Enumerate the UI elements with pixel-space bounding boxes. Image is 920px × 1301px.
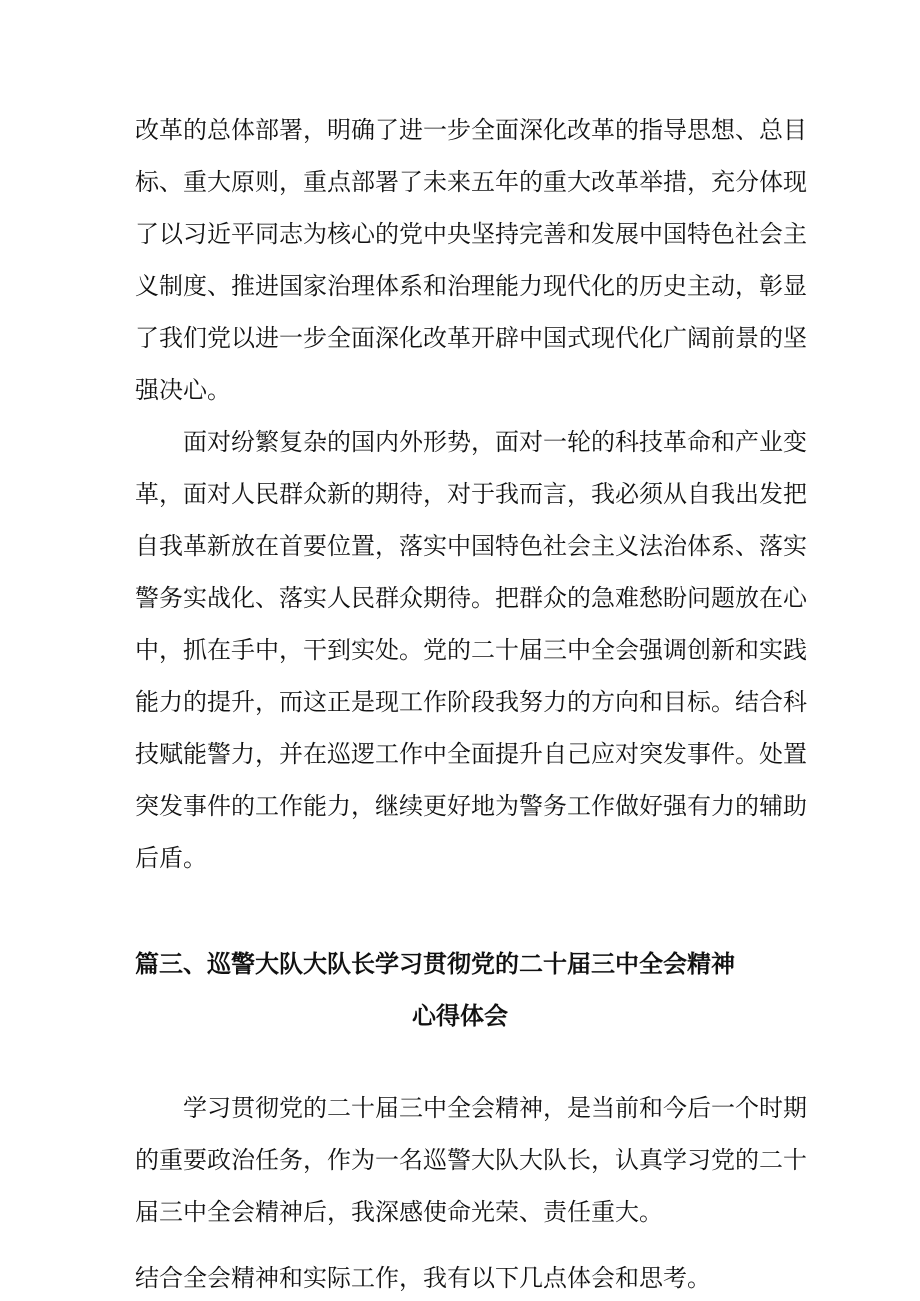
paragraph-line: 突发事件的工作能力，继续更好地为警务工作做好强有力的辅助	[135, 792, 807, 820]
paragraph-line: 改革的总体部署，明确了进一步全面深化改革的指导思想、总目	[135, 116, 807, 144]
paragraph-line: 自我革新放在首要位置，落实中国特色社会主义法治体系、落实	[135, 532, 807, 560]
paragraph-line: 了以习近平同志为核心的党中央坚持完善和发展中国特色社会主	[135, 220, 807, 248]
paragraph-line: 了我们党以进一步全面深化改革开辟中国式现代化广阔前景的坚	[135, 324, 807, 352]
paragraph-line: 学习贯彻党的二十届三中全会精神，是当前和今后一个时期	[183, 1094, 807, 1122]
paragraph-line: 面对纷繁复杂的国内外形势，面对一轮的科技革命和产业变	[183, 428, 807, 456]
section-title-line-2: 心得体会	[412, 1002, 508, 1030]
section-title-line-1: 篇三、巡警大队大队长学习贯彻党的二十届三中全会精神	[135, 950, 735, 978]
paragraph-line: 的重要政治任务，作为一名巡警大队大队长，认真学习党的二十	[135, 1146, 807, 1174]
paragraph-line: 结合全会精神和实际工作，我有以下几点体会和思考。	[135, 1264, 711, 1292]
paragraph-line: 强决心。	[135, 376, 231, 404]
paragraph-line: 技赋能警力，并在巡逻工作中全面提升自己应对突发事件。处置	[135, 740, 807, 768]
paragraph-line: 义制度、推进国家治理体系和治理能力现代化的历史主动，彰显	[135, 272, 807, 300]
paragraph-line: 能力的提升，而这正是现工作阶段我努力的方向和目标。结合科	[135, 688, 807, 716]
paragraph-line: 标、重大原则，重点部署了未来五年的重大改革举措，充分体现	[135, 168, 807, 196]
paragraph-line: 后盾。	[135, 844, 207, 872]
paragraph-line: 中，抓在手中，干到实处。党的二十届三中全会强调创新和实践	[135, 636, 807, 664]
paragraph-line: 警务实战化、落实人民群众期待。把群众的急难愁盼问题放在心	[135, 584, 807, 612]
paragraph-line: 革，面对人民群众新的期待，对于我而言，我必须从自我出发把	[135, 480, 807, 508]
paragraph-line: 届三中全会精神后，我深感使命光荣、责任重大。	[135, 1198, 663, 1226]
